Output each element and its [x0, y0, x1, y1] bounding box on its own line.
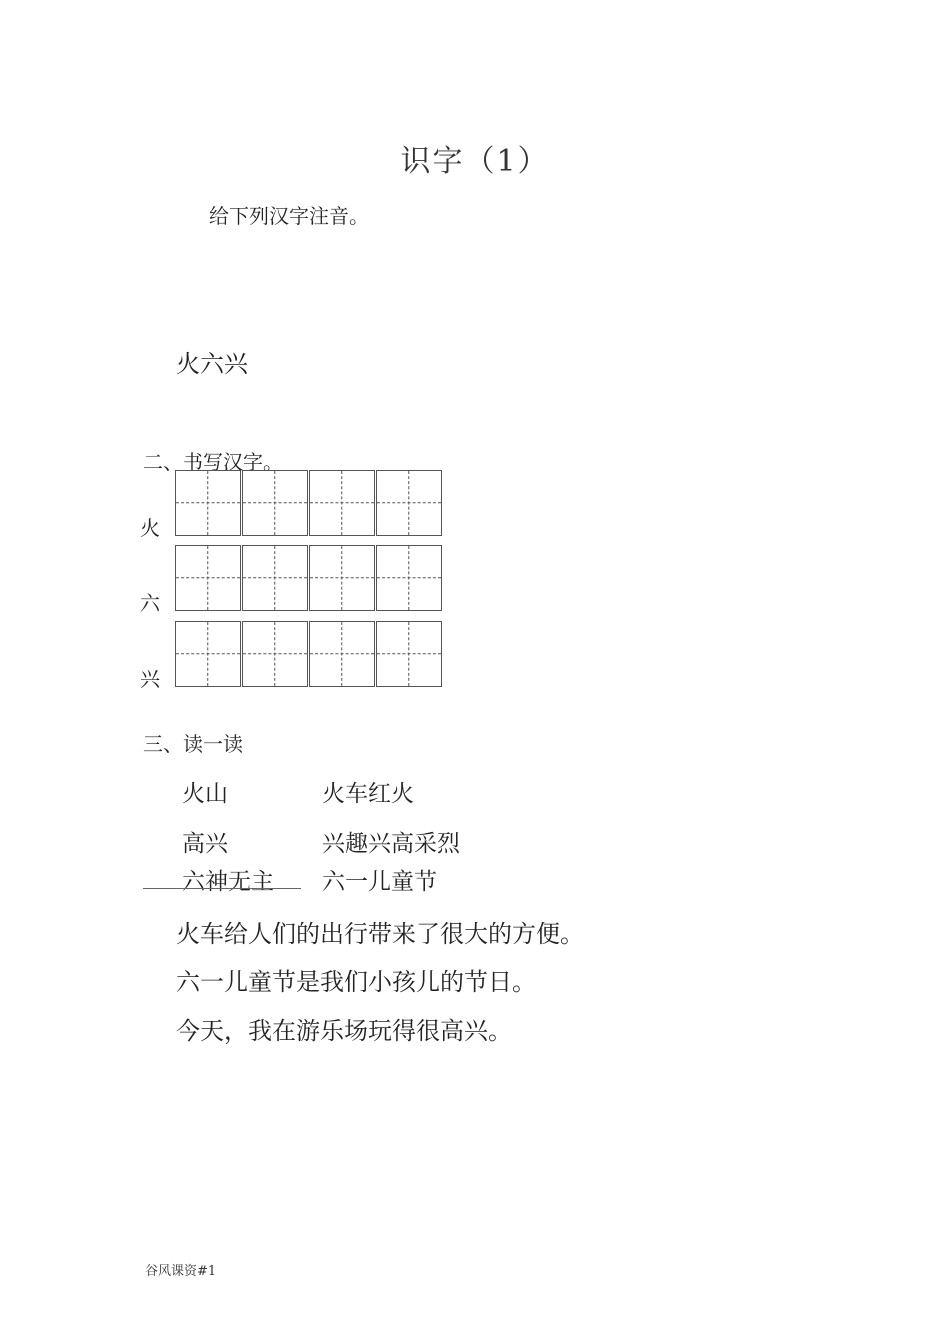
writing-cell[interactable]: [175, 470, 241, 536]
section1-characters: 火六兴: [176, 350, 248, 378]
page-title: 识字（1）: [400, 144, 550, 179]
page-footer: 谷风课资#1: [145, 1264, 217, 1279]
writing-cell[interactable]: [309, 621, 375, 687]
writing-cell[interactable]: [376, 545, 442, 611]
grid-row-label: 火: [140, 516, 160, 540]
writing-cell[interactable]: [175, 545, 241, 611]
writing-cell[interactable]: [309, 470, 375, 536]
reading-word: 六一儿童节: [322, 869, 437, 895]
reading-sentence: 六一儿童节是我们小孩儿的节日。: [176, 968, 536, 996]
word-underline: [143, 888, 301, 889]
section3-heading: 三、读一读: [143, 732, 243, 756]
writing-grid-row-3: [175, 621, 443, 687]
writing-grid-row-1: [175, 470, 443, 536]
grid-row-label: 六: [140, 591, 160, 615]
writing-cell[interactable]: [242, 621, 308, 687]
reading-word: 火山: [182, 781, 228, 807]
reading-sentence: 今天，我在游乐场玩得很高兴。: [176, 1017, 512, 1045]
writing-cell[interactable]: [175, 621, 241, 687]
writing-cell[interactable]: [242, 545, 308, 611]
section1-instruction: 给下列汉字注音。: [209, 204, 369, 228]
reading-word: 高兴: [182, 831, 228, 857]
writing-cell[interactable]: [242, 470, 308, 536]
reading-word: 火车红火: [322, 781, 414, 807]
writing-cell[interactable]: [376, 470, 442, 536]
grid-row-label: 兴: [140, 667, 160, 691]
writing-grid-row-2: [175, 545, 443, 611]
reading-sentence: 火车给人们的出行带来了很大的方便。: [176, 920, 584, 948]
section2-heading: 二、书写汉字。: [143, 450, 283, 474]
writing-cell[interactable]: [309, 545, 375, 611]
reading-word: 六神无主: [182, 869, 274, 895]
writing-cell[interactable]: [376, 621, 442, 687]
reading-word: 兴趣兴高采烈: [322, 831, 460, 857]
